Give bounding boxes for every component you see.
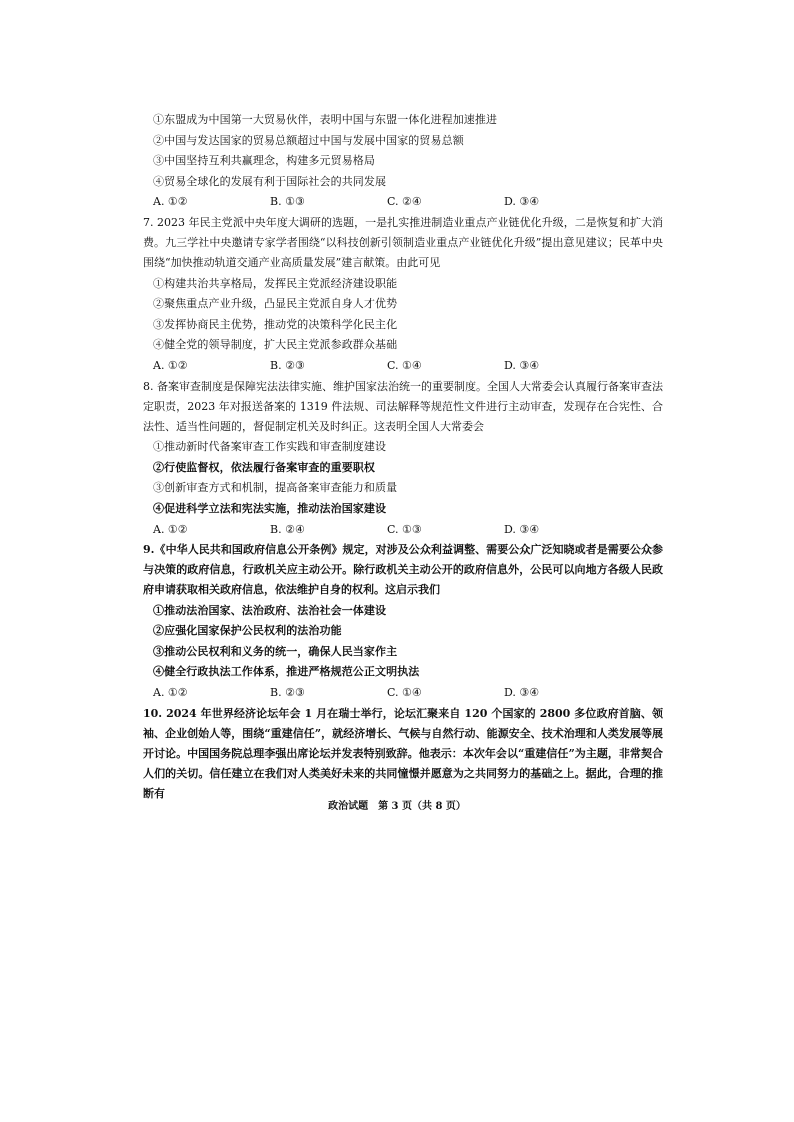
statement: ②中国与发达国家的贸易总额超过中国与发展中国家的贸易总额 [153,133,464,147]
choice-b: B. ②③ [270,686,305,700]
question-stem: 8. 备案审查制度是保障宪法法律实施、维护国家法治统一的重要制度。全国人大常委会认真履行备案审查法定职责，2023 年对报送备案的 1319 件法规、司法解释等规范性文件进行主动审查，发现存在合宪性、合法性、适当性问题的，督促制定机关及时纠正。这表明全国人大常委会 [143,379,663,433]
choice-c: C. ①④ [387,686,422,700]
question-stem: 10. 2024 年世界经济论坛年会 1 月在瑞士举行，论坛汇聚来自 120 个国家的 2800 多位政府首脑、领袖、企业创始人等，围绕“重建信任”，就经济增长、气候与自然行动、能源安全、技术治理和人类发展等展开讨论。中国国务院总理李强出席论坛并发表特别致辞。他表示：本次年会以“重建信任”为主题，非常契合人们的关切。信任建立在我们对人类美好未来的共同憧憬并愿意为之共同努力的基础之上。据此，合理的推断有 [143,706,663,800]
question-9 [143,540,663,703]
choice-a: A. ①② [153,195,188,209]
choice-b: B. ①③ [270,195,305,209]
page-content [143,110,663,804]
answer-choices [153,356,663,376]
statement: ③推动公民权利和义务的统一，确保人民当家作主 [153,644,398,658]
page-footer: 政治试题 第 3 页（共 8 页） [328,801,466,812]
question-stem: 7. 2023 年民主党派中央年度大调研的选题，一是扎实推进制造业重点产业链优化升级，二是恢复和扩大消费。九三学社中央邀请专家学者围绕“以科技创新引领制造业重点产业链优化升级”提出意见建议；民革中央围绕“加快推动轨道交通产业高质量发展”建言献策。由此可见 [143,215,663,269]
statement: ③中国坚持互利共赢理念，构建多元贸易格局 [153,154,375,168]
choice-a: A. ①② [153,686,188,700]
choice-d: D. ③④ [504,195,540,209]
answer-choices [153,683,663,703]
question-6-tail [153,110,663,212]
choice-a: A. ①② [153,522,188,536]
choice-d: D. ③④ [504,358,540,372]
statement: ③发挥协商民主优势，推动党的决策科学化民主化 [153,317,398,331]
choice-a: A. ①② [153,358,188,372]
choice-c: C. ①④ [387,358,422,372]
choice-c: C. ①③ [387,522,422,536]
statement: ①推动法治国家、法治政府、法治社会一体建设 [153,603,387,617]
statement: ②行使监督权，依法履行备案审查的重要职权 [153,460,375,474]
choice-d: D. ③④ [504,522,540,536]
statement: ③创新审查方式和机制，提高备案审查能力和质量 [153,481,398,495]
choice-b: B. ②③ [270,358,305,372]
statement: ④贸易全球化的发展有利于国际社会的共同发展 [153,174,387,188]
question-8 [143,377,663,540]
choice-b: B. ②④ [270,522,305,536]
choice-c: C. ②④ [387,195,422,209]
statement: ④健全党的领导制度，扩大民主党派参政群众基础 [153,338,398,352]
statement: ②聚焦重点产业升级，凸显民主党派自身人才优势 [153,297,398,311]
statement: ①推动新时代备案审查工作实践和审查制度建设 [153,440,387,454]
statement: ②应强化国家保护公民权利的法治功能 [153,624,342,638]
answer-choices [153,192,663,212]
answer-choices [153,520,663,540]
choice-d: D. ③④ [504,686,540,700]
statement: ①构建共治共享格局，发挥民主党派经济建设职能 [153,276,398,290]
statement: ①东盟成为中国第一大贸易伙伴，表明中国与东盟一体化进程加速推进 [153,113,498,126]
statement: ④促进科学立法和宪法实施，推动法治国家建设 [153,501,387,515]
statement: ④健全行政执法工作体系，推进严格规范公正文明执法 [153,665,420,679]
question-stem: 9.《中华人民共和国政府信息公开条例》规定，对涉及公众利益调整、需要公众广泛知晓或者是需要公众参与决策的政府信息，行政机关应主动公开。除行政机关主动公开的政府信息外，公民可以向地方各级人民政府申请获取相关政府信息，依法维护自身的权利。这启示我们 [143,543,663,597]
question-10 [143,704,663,804]
question-7 [143,213,663,376]
